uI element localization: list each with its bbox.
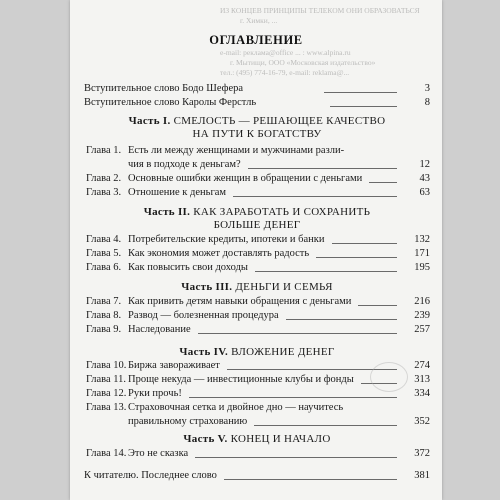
chapter-number: Глава 11. bbox=[86, 374, 127, 385]
part-title-line: ДЕНЬГИ И СЕМЬЯ bbox=[235, 281, 333, 293]
page-number: 216 bbox=[414, 296, 430, 307]
page-number: 63 bbox=[419, 187, 430, 198]
dot-leader bbox=[332, 243, 398, 244]
toc-entry[interactable] bbox=[84, 309, 430, 323]
part-title-line: БОЛЬШЕ ДЕНЕГ bbox=[213, 219, 301, 231]
chapter-number: Глава 9. bbox=[86, 324, 122, 335]
dot-leader bbox=[233, 196, 397, 197]
toc-entry[interactable] bbox=[84, 401, 430, 415]
toc-entry[interactable] bbox=[84, 295, 430, 309]
toc-entry[interactable] bbox=[84, 247, 430, 261]
part-heading bbox=[84, 206, 430, 232]
chapter-number: Глава 8. bbox=[86, 310, 122, 321]
toc-entry[interactable] bbox=[84, 172, 430, 186]
bleed-through-text: г. Химки, ... bbox=[240, 16, 278, 25]
part-title-line: КОНЕЦ И НАЧАЛО bbox=[230, 433, 331, 445]
dot-leader bbox=[198, 333, 397, 334]
part-title-line: ВЛОЖЕНИЕ ДЕНЕГ bbox=[231, 346, 335, 358]
entry-title: К читателю. Последнее слово bbox=[84, 469, 224, 483]
page-number: 352 bbox=[414, 416, 430, 427]
page-number: 257 bbox=[414, 324, 430, 335]
bleed-through-text: тел.: (495) 774-16-79, e-mail: reklama@... bbox=[220, 68, 350, 77]
entry-title: Как повысить свои доходы bbox=[128, 261, 255, 275]
part-heading bbox=[84, 281, 430, 294]
entry-title: Это не сказка bbox=[128, 447, 195, 461]
bleed-through-text: г. Мытищи, ООО «Московская издательство» bbox=[230, 58, 376, 67]
toc-entry[interactable] bbox=[84, 447, 430, 461]
entry-title: Руки прочь! bbox=[128, 387, 189, 401]
entry-title: чия в подходе к деньгам? bbox=[128, 158, 248, 172]
toc-entry[interactable] bbox=[84, 96, 430, 110]
outro-block bbox=[84, 469, 430, 483]
entry-title: Есть ли между женщинами и мужчинами разли- bbox=[128, 144, 430, 158]
chapter-list bbox=[84, 144, 430, 200]
part-label: Часть I. bbox=[128, 115, 171, 127]
toc-entry-continuation[interactable] bbox=[84, 415, 430, 429]
dot-leader bbox=[369, 182, 397, 183]
page-number: 12 bbox=[419, 159, 430, 170]
toc-entry[interactable] bbox=[84, 323, 430, 337]
part-title-line: СМЕЛОСТЬ — РЕШАЮЩЕЕ КАЧЕСТВО bbox=[173, 115, 386, 127]
dot-leader bbox=[358, 305, 397, 306]
toc-entry[interactable] bbox=[84, 144, 430, 158]
book-page bbox=[70, 0, 442, 500]
chapter-list bbox=[84, 447, 430, 461]
entry-title: Основные ошибки женщин в обращении с деньгами bbox=[128, 172, 369, 186]
entry-title: Развод — болезненная процедура bbox=[128, 309, 286, 323]
part-heading bbox=[84, 346, 430, 359]
dot-leader bbox=[286, 319, 397, 320]
entry-title: Вступительное слово Бодо Шефера bbox=[84, 82, 324, 96]
part-heading bbox=[84, 115, 430, 141]
bleed-through-text: e-mail: реклама@office ... : www.alpina.ru bbox=[220, 48, 351, 57]
dot-leader bbox=[255, 271, 397, 272]
toc-entry[interactable] bbox=[84, 261, 430, 275]
chapter-number: Глава 12. bbox=[86, 388, 127, 399]
entry-title: Наследование bbox=[128, 323, 198, 337]
chapter-list bbox=[84, 233, 430, 275]
page-number: 171 bbox=[414, 248, 430, 259]
page-number: 239 bbox=[414, 310, 430, 321]
chapter-number: Глава 4. bbox=[86, 234, 122, 245]
page-number: 334 bbox=[414, 388, 430, 399]
part-heading bbox=[84, 433, 430, 446]
page-number: 381 bbox=[414, 470, 430, 481]
toc-entry[interactable] bbox=[84, 82, 430, 96]
entry-title: Проще некуда — инвестиционные клубы и фонды bbox=[128, 373, 361, 387]
toc-entry[interactable] bbox=[84, 186, 430, 200]
intro-block bbox=[84, 82, 430, 110]
page-number: 274 bbox=[414, 360, 430, 371]
part-title-line: КАК ЗАРАБОТАТЬ И СОХРАНИТЬ bbox=[193, 206, 371, 218]
page-number: 43 bbox=[419, 173, 430, 184]
entry-title: Страховочная сетка и двойное дно — научитесь bbox=[128, 401, 430, 415]
part-label: Часть II. bbox=[143, 206, 191, 218]
entry-title: Как экономия может доставлять радость bbox=[128, 247, 316, 261]
dot-leader bbox=[316, 257, 397, 258]
chapter-number: Глава 3. bbox=[86, 187, 122, 198]
toc-title: ОГЛАВЛЕНИЕ bbox=[209, 33, 303, 47]
entry-title: Биржа завораживает bbox=[128, 359, 227, 373]
entry-title: правильному страхованию bbox=[128, 415, 254, 429]
toc-entry[interactable] bbox=[84, 469, 430, 483]
chapter-number: Глава 10. bbox=[86, 360, 127, 371]
entry-title: Вступительное слово Каролы Ферстль bbox=[84, 96, 330, 110]
chapter-number: Глава 14. bbox=[86, 448, 127, 459]
page-number: 3 bbox=[424, 83, 430, 94]
page-number: 8 bbox=[424, 97, 431, 108]
entry-title: Отношение к деньгам bbox=[128, 186, 233, 200]
chapter-number: Глава 7. bbox=[86, 296, 122, 307]
toc-entry[interactable] bbox=[84, 233, 430, 247]
entry-title: Потребительские кредиты, ипотеки и банки bbox=[128, 233, 332, 247]
dot-leader bbox=[324, 92, 397, 93]
chapter-number: Глава 2. bbox=[86, 173, 122, 184]
part-label: Часть IV. bbox=[179, 346, 229, 358]
chapter-number: Глава 6. bbox=[86, 262, 122, 273]
entry-title: Как привить детям навыки обращения с деньгами bbox=[128, 295, 358, 309]
dot-leader bbox=[248, 168, 397, 169]
dot-leader bbox=[189, 397, 397, 398]
chapter-number: Глава 5. bbox=[86, 248, 122, 259]
bleed-through-stamp bbox=[370, 362, 408, 392]
dot-leader bbox=[224, 479, 397, 480]
part-title-line: НА ПУТИ К БОГАТСТВУ bbox=[192, 128, 322, 140]
chapter-list bbox=[84, 295, 430, 337]
chapter-number: Глава 13. bbox=[86, 402, 127, 413]
dot-leader bbox=[330, 106, 397, 107]
bleed-through-text: ИЗ КОНЦЕВ ПРИНЦИПЫ ТЕЛЕКОМ ОНИ ОБРАЗОВАТЬСЯ bbox=[220, 6, 420, 15]
chapter-number: Глава 1. bbox=[86, 145, 122, 156]
page-number: 195 bbox=[414, 262, 430, 273]
dot-leader bbox=[195, 457, 397, 458]
part-label: Часть V. bbox=[183, 433, 228, 445]
toc-entry-continuation[interactable] bbox=[84, 158, 430, 172]
part-label: Часть III. bbox=[181, 281, 233, 293]
page-number: 132 bbox=[414, 234, 430, 245]
page-number: 372 bbox=[414, 448, 430, 459]
page-number: 313 bbox=[414, 374, 430, 385]
dot-leader bbox=[254, 425, 397, 426]
